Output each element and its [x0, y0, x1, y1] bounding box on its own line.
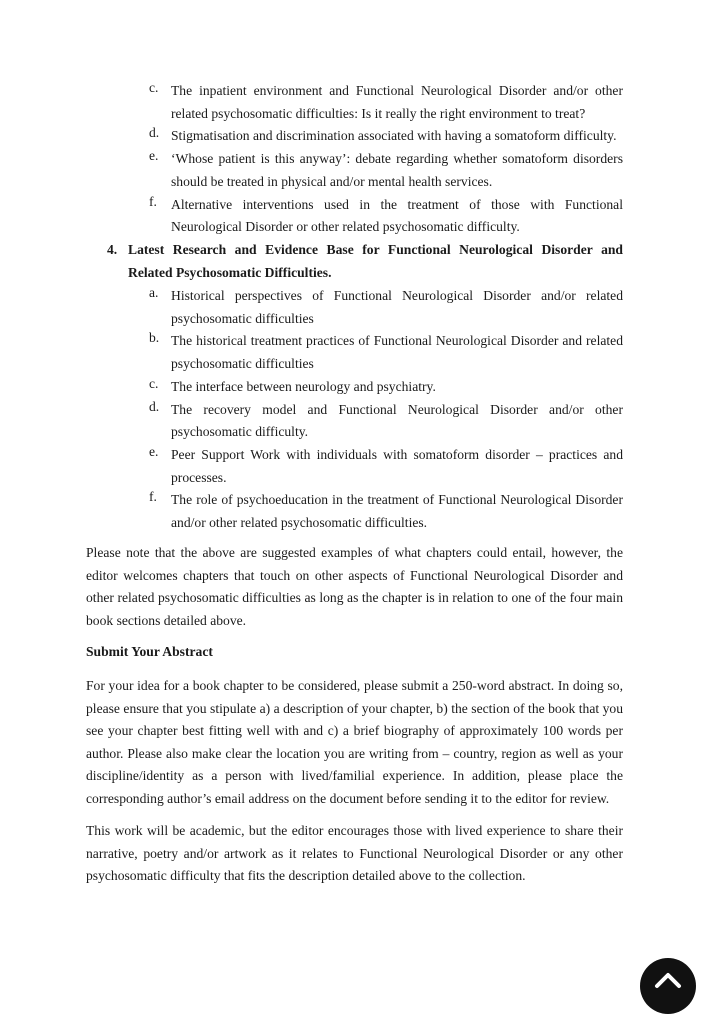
list-item: [0, 80, 708, 125]
list-item-text: The role of psychoeducation in the treatment of Functional Neurological Disorder and/or other related psychosomatic difficulties.: [171, 492, 623, 531]
list-item: [0, 194, 708, 239]
list-letter: e.: [149, 148, 159, 164]
section3-list: [0, 80, 708, 239]
scroll-to-top-button[interactable]: [640, 958, 696, 1014]
list-letter: f.: [149, 489, 157, 505]
list-letter: b.: [149, 330, 160, 346]
list-item-text: Stigmatisation and discrimination associated with having a somatoform difficulty.: [171, 128, 617, 144]
section-title: Latest Research and Evidence Base for Functional Neurological Disorder and Related Psychosomatic Difficulties.: [128, 242, 623, 280]
list-letter: f.: [149, 193, 157, 209]
list-item-text: ‘Whose patient is this anyway’: debate regarding whether somatoform disorders should be treated in physical and/or mental health services.: [171, 151, 623, 189]
note-paragraph: Please note that the above are suggested examples of what chapters could entail, however, the editor welcomes chapters that touch on other aspects of Functional Neurological Disorder and other related psychosomatic difficulties as long as the chapter is in relation to one of the four main book sections detailed above.: [86, 545, 623, 628]
list-item: [0, 148, 708, 193]
list-item: [0, 444, 708, 489]
list-item-text: The inpatient environment and Functional Neurological Disorder and/or other related psychosomatic difficulties: Is it really the right environment to treat?: [171, 83, 623, 121]
list-letter: e.: [149, 443, 159, 459]
list-item: [0, 376, 708, 399]
section-number: 4.: [107, 242, 118, 257]
list-item-text: Alternative interventions used in the treatment of those with Functional Neurological Disorder or other related psychosomatic difficulty.: [171, 196, 623, 235]
list-item: [0, 285, 708, 330]
chevron-up-icon: [654, 970, 682, 990]
list-letter: c.: [149, 375, 159, 391]
list-item-text: The interface between neurology and psychiatry.: [171, 378, 436, 394]
list-letter: a.: [149, 285, 159, 300]
submit-paragraph: For your idea for a book chapter to be considered, please submit a 250-word abstract. In doing so, please ensure that you stipulate a) a description of your chapter, b) the section of the book that you see your chapter best fitting well with and c) a brief biography of approximately 100 words per author. Please also make clear the location you are writing from – country, region as well as your discipline/identity as a person with lived/familial experience. In addition, please place the corresponding author’s email address on the document before sending it to the editor for review.: [86, 678, 623, 806]
list-item: [0, 330, 708, 375]
list-item: [0, 489, 708, 534]
list-letter: d.: [149, 125, 160, 141]
list-item: [0, 125, 708, 148]
section4-list: [0, 285, 708, 535]
list-letter: d.: [149, 398, 160, 414]
list-item-text: Historical perspectives of Functional Neurological Disorder and/or related psychosomatic difficulties: [171, 288, 623, 326]
list-item-text: The recovery model and Functional Neurological Disorder and/or other psychosomatic difficulty.: [171, 401, 623, 440]
list-item-text: Peer Support Work with individuals with somatoform disorder – practices and processes.: [171, 446, 623, 485]
submit-heading: Submit Your Abstract: [86, 644, 213, 659]
section4-heading: [107, 239, 623, 284]
list-letter: c.: [149, 80, 159, 95]
list-item: [0, 399, 708, 444]
academic-paragraph: This work will be academic, but the editor encourages those with lived experience to share their narrative, poetry and/or artwork as it relates to Functional Neurological Disorder or any other psychosomatic difficulty that fits the description detailed above to the collection.: [86, 823, 623, 884]
list-item-text: The historical treatment practices of Functional Neurological Disorder and related psychosomatic difficulties: [171, 333, 623, 372]
